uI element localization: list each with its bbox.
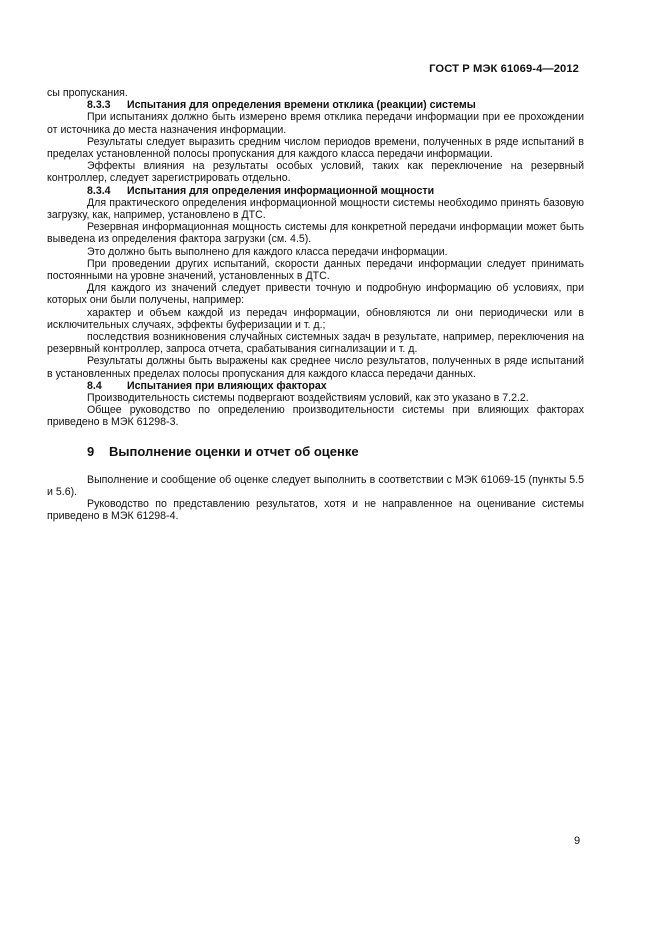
- paragraph: Производительность системы подвергают воздействиям условий, как это указано в 7.2.2.: [87, 392, 529, 405]
- paragraph: Результаты следует выразить средним числом периодов времени, полученных в ряде испытаний в пределах установленной полосы пропускания для каждого класса передачи информации.: [47, 135, 584, 161]
- paragraph: Для каждого из значений следует привести точную и подробную информацию об условиях, при которых они были получены, например:: [47, 282, 584, 307]
- paragraph: Выполнение и сообщение об оценке следует выполнить в соответствии с МЭК 61069-15 (пункты 5.5 и 5.6).: [47, 473, 584, 498]
- paragraph: Общее руководство по определению производительности системы при влияющих факторах приведено в МЭК 61298-3.: [47, 404, 584, 429]
- paragraph: Результаты должны быть выражены как среднее число результатов, полученных в ряде испытаний в установленных пределах полосы пропускания для каждого класса передачи данных.: [47, 355, 584, 380]
- subsection-title: Испытания для определения времени отклика (реакции) системы: [127, 99, 476, 112]
- list-item: характер и объем каждой из передач информации, обновляются ли они периодически или в исключительных случаях, эффекты буферизации и т. д.;: [47, 306, 584, 331]
- paragraph: Для практического определения информационной мощности системы необходимо принять базовую загрузку, как, например, установлено в ДТС.: [47, 196, 584, 222]
- subsection-number: 8.3.3: [87, 99, 111, 112]
- subsection-number: 8.3.4: [87, 184, 111, 197]
- paragraph: Эффекты влияния на результаты особых условий, таких как переключение на резервный контроллер, следует зарегистрировать отдельно.: [47, 160, 584, 185]
- paragraph: Руководство по представлению результатов, хотя и не направленное на оценивание системы приведено в МЭК 61298-4.: [47, 498, 584, 523]
- subsection-title: Испытаниея при влияющих факторах: [127, 379, 327, 392]
- subsection-heading-8-4: [47, 380, 584, 392]
- subsection-heading-8-3-4: [47, 185, 584, 197]
- section-title: Выполнение оценки и отчет об оценке: [109, 443, 359, 459]
- paragraph: Резервная информационная мощность системы для конкретной передачи информации может быть выведена из определения фактора загрузки (см. 4.5).: [47, 221, 584, 246]
- section-number: 9: [87, 443, 95, 459]
- document-code: ГОСТ Р МЭК 61069-4—2012: [429, 63, 579, 75]
- section-heading-9: [47, 444, 584, 460]
- list-item: последствия возникновения случайных системных задач в результате, например, переключения на резервный контроллер, запроса отчета, срабатывания сигнализации и т. д.: [47, 331, 584, 356]
- page-body: [47, 87, 584, 523]
- subsection-title: Испытания для определения информационной мощности: [127, 184, 435, 197]
- paragraph: При испытаниях должно быть измерено время отклика передачи информации при ее прохождении от источника до места назначения информации.: [47, 111, 584, 136]
- subsection-number: 8.4: [87, 379, 102, 392]
- subsection-heading-8-3-3: [47, 99, 584, 111]
- paragraph: Это должно быть выполнено для каждого класса передачи информации.: [87, 245, 448, 258]
- paragraph: сы пропускания.: [47, 87, 128, 99]
- page-number: 9: [574, 835, 581, 847]
- paragraph: При проведении других испытаний, скорости данных передачи информации следует принимать постоянными на уровне значений, установленных в ДТС.: [47, 257, 584, 283]
